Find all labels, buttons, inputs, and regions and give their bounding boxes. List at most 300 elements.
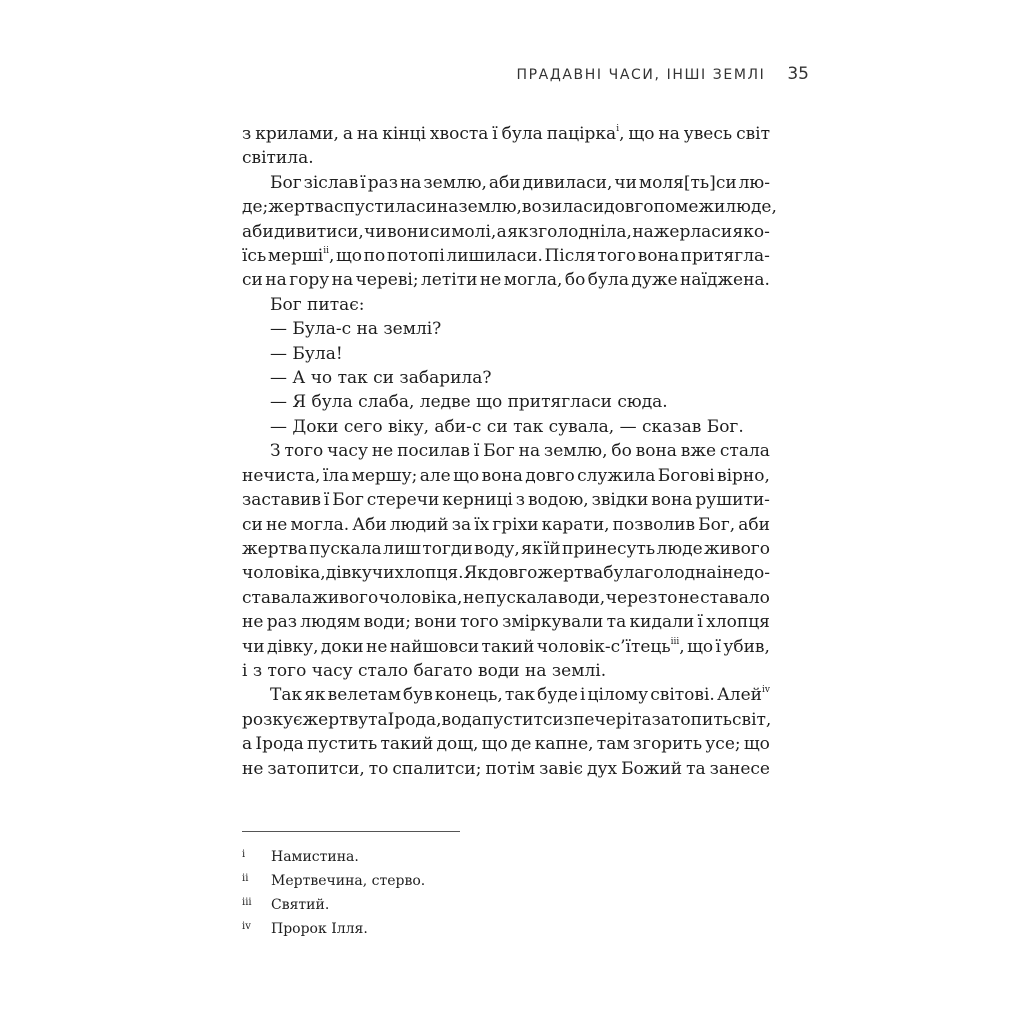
word: позволив	[612, 514, 696, 535]
word: як	[507, 221, 529, 242]
word: найшовси	[389, 636, 480, 657]
word: нечиста,	[242, 465, 321, 486]
text-line	[242, 586, 770, 610]
word: молі,	[451, 221, 497, 242]
running-title: ПРАДАВНІ ЧАСИ, ІНШІ ЗЕМЛІ	[516, 67, 766, 83]
word: пускала	[485, 587, 558, 608]
word: ї	[323, 490, 330, 511]
word: ї	[473, 441, 480, 462]
word: жертва	[268, 197, 334, 218]
word: була	[501, 124, 543, 144]
word: сувала,	[548, 416, 615, 437]
word: там	[596, 734, 630, 755]
word: і	[579, 685, 586, 706]
word: Аби	[352, 514, 387, 535]
word: вона	[481, 465, 523, 486]
word: Була-с	[292, 319, 352, 340]
word: могла,	[503, 270, 563, 291]
word: слаба,	[358, 392, 415, 413]
text-line	[242, 342, 770, 366]
footnote-mark: i	[242, 849, 246, 860]
word: служила	[577, 465, 656, 486]
word: люде,	[725, 197, 777, 218]
word: А	[292, 368, 306, 389]
word: притягла-	[680, 246, 770, 267]
word: сего	[343, 416, 383, 437]
word: си	[429, 221, 451, 242]
footnote-text: Пророк Ілля.	[271, 921, 368, 937]
word: чоловіка,	[378, 587, 463, 608]
word: раз	[266, 612, 297, 633]
word: дивитиси,	[274, 221, 364, 242]
word: конець,	[434, 685, 503, 706]
word: пустить	[307, 734, 378, 755]
word: возиласи	[521, 197, 605, 218]
word: сюда.	[617, 392, 668, 413]
word: так	[337, 368, 368, 389]
word: вже	[680, 441, 717, 462]
text-line	[242, 610, 770, 634]
word: багато	[413, 660, 473, 681]
word: жертва	[537, 563, 604, 584]
word: ї	[697, 612, 703, 633]
word: крилами,	[255, 124, 339, 144]
word: з	[563, 709, 574, 730]
footnote-ref: iii	[670, 636, 680, 647]
word: була	[603, 563, 645, 584]
word: зголодніла,	[528, 221, 632, 242]
word: що	[743, 734, 770, 755]
word: доки	[320, 636, 364, 657]
text-line	[242, 561, 770, 585]
word: летіти	[421, 270, 478, 291]
word: занесе	[709, 758, 770, 779]
word: З	[270, 441, 281, 462]
word: аби	[242, 221, 274, 242]
word: завіє	[539, 758, 584, 779]
word: питає:	[307, 294, 365, 315]
text-line	[242, 195, 777, 219]
word: жертву	[302, 709, 369, 730]
word: сказав	[642, 416, 702, 437]
word: велетам	[327, 685, 401, 706]
word: Ірода,	[387, 709, 442, 730]
word: наїджена.	[680, 270, 770, 291]
word: що	[687, 636, 714, 657]
word: не	[479, 270, 502, 291]
word: не	[463, 587, 485, 608]
footnote	[242, 918, 425, 942]
word: карати,	[541, 514, 610, 535]
word: керниці	[442, 490, 513, 511]
text-line	[242, 708, 770, 732]
word: Ірода	[255, 734, 304, 755]
text-line	[242, 122, 770, 146]
word: а	[496, 221, 507, 242]
word: аби	[488, 172, 521, 193]
word: і	[716, 563, 723, 584]
word: світові.	[650, 685, 715, 706]
word: вода	[441, 709, 482, 730]
word: дівку,	[266, 636, 319, 657]
word: воду,	[474, 538, 520, 559]
word: такий	[380, 734, 434, 755]
word: си	[242, 514, 263, 535]
word: їсь	[242, 246, 267, 267]
word: що	[453, 465, 480, 486]
word: лиш	[383, 538, 421, 559]
word: моля[ть]си	[638, 172, 737, 193]
footnote-rule	[242, 831, 460, 832]
word: зіслав	[303, 172, 359, 193]
word: так	[504, 685, 536, 706]
word: Так	[270, 685, 303, 706]
word: Богові	[657, 465, 715, 486]
word: часу	[327, 441, 368, 462]
word: мерші$^{ii}$,	[267, 246, 335, 267]
word: вірно,	[717, 465, 770, 486]
word: вона	[637, 246, 680, 267]
word: спустиласи	[333, 197, 437, 218]
word: довго	[604, 197, 654, 218]
word: того	[267, 660, 307, 681]
word: ї	[492, 124, 498, 144]
word: води,	[558, 587, 606, 608]
word: світ,	[732, 709, 772, 730]
word: рушити-	[695, 490, 770, 511]
word: пуститси	[481, 709, 564, 730]
word: на	[331, 270, 354, 291]
text-line	[242, 390, 770, 414]
text-line	[242, 659, 770, 683]
word: Була!	[292, 343, 343, 364]
word: чоловік-с’їтець$^{iii}$,	[536, 636, 685, 657]
word: ставала	[242, 587, 312, 608]
text-line	[242, 537, 770, 561]
footnote-mark: iii	[242, 897, 252, 908]
word: посилав	[397, 441, 470, 462]
word: Доки	[292, 416, 339, 437]
word: нажерласи	[632, 221, 733, 242]
word: лю-	[738, 172, 770, 193]
word: чо	[310, 368, 333, 389]
word: —	[270, 368, 287, 389]
word: кінці	[382, 124, 427, 144]
word: вона	[651, 490, 693, 511]
word: хлопця.	[394, 563, 464, 584]
word: чи	[364, 221, 387, 242]
text-line	[242, 513, 770, 537]
word: живого	[312, 587, 379, 608]
word: а	[242, 734, 253, 755]
word: і	[242, 660, 248, 681]
word: був	[403, 685, 433, 706]
word: стало	[358, 660, 409, 681]
word: —	[270, 319, 287, 340]
word: тогди	[422, 538, 473, 559]
word: помежи	[653, 197, 726, 218]
word: за	[451, 514, 472, 535]
word: череві;	[355, 270, 419, 291]
word: на	[356, 319, 378, 340]
footnote-mark: iv	[242, 921, 251, 932]
word: дивиласи,	[522, 172, 613, 193]
text-line	[242, 635, 770, 659]
word: Як	[463, 563, 488, 584]
word: си	[486, 416, 508, 437]
word: —	[270, 416, 287, 437]
word: пацірка$^i$,	[546, 124, 625, 144]
word: не	[242, 612, 264, 633]
word: ставало	[700, 587, 770, 608]
word: гріхи	[492, 514, 539, 535]
word: вона	[635, 441, 677, 462]
word: потім	[485, 758, 536, 779]
word: того	[460, 612, 499, 633]
footnote	[242, 870, 425, 894]
word: була	[587, 270, 629, 291]
word: з	[252, 660, 263, 681]
footnote	[242, 894, 425, 918]
word: як	[304, 685, 326, 706]
word: з	[515, 490, 526, 511]
footnote-text: Святий.	[271, 897, 330, 913]
footnote-ref: iv	[762, 685, 770, 696]
word: бо	[611, 441, 632, 462]
word: могла.	[290, 514, 350, 535]
word: дощ,	[436, 734, 479, 755]
text-line	[242, 683, 770, 707]
word: а	[342, 124, 353, 144]
word: землі?	[383, 319, 442, 340]
word: але	[419, 465, 451, 486]
text-line	[242, 171, 770, 195]
word: згорить	[632, 734, 703, 755]
word: що	[336, 246, 363, 267]
word: по	[363, 246, 386, 267]
word: землю,	[423, 172, 487, 193]
word: їла	[322, 465, 350, 486]
word: —	[270, 343, 287, 364]
word: затопить	[651, 709, 732, 730]
page-number: 35	[787, 64, 809, 84]
word: люде	[656, 538, 703, 559]
text-line	[242, 268, 770, 292]
word: стеречи	[366, 490, 440, 511]
word: так	[513, 416, 544, 437]
word: де;	[242, 197, 269, 218]
word: до-	[743, 563, 770, 584]
text-line	[242, 488, 770, 512]
word: на	[518, 441, 541, 462]
word: що	[628, 124, 655, 144]
word: що	[481, 734, 508, 755]
word: чи	[614, 172, 637, 193]
word: голодна	[644, 563, 717, 584]
word: ледве	[419, 392, 471, 413]
word: чи	[371, 563, 395, 584]
word: цілому	[587, 685, 649, 706]
word: Божий	[621, 758, 683, 779]
word: мершу;	[351, 465, 418, 486]
word: вони	[387, 221, 430, 242]
word: їй	[543, 538, 561, 559]
word: такий	[481, 636, 535, 657]
word: лишиласи.	[446, 246, 543, 267]
word: —	[619, 416, 637, 437]
word: землі.	[551, 660, 607, 681]
word: їх	[474, 514, 490, 535]
footnote-ref: ii	[323, 246, 329, 257]
word: ї	[715, 636, 721, 657]
word: дівку	[325, 563, 372, 584]
text-line	[242, 415, 770, 439]
word: си	[242, 270, 263, 291]
word: на	[265, 270, 287, 291]
word: потопі	[386, 246, 445, 267]
word: чоловіка,	[242, 563, 326, 584]
word: не	[265, 514, 288, 535]
footnote-text: Мертвечина, стерво.	[271, 873, 426, 889]
word: то	[657, 587, 678, 608]
word: та	[606, 612, 627, 633]
text-line	[242, 757, 770, 781]
word: притягласи	[507, 392, 612, 413]
running-head	[517, 64, 810, 84]
word: Бог.	[706, 416, 744, 437]
text-line	[242, 220, 770, 244]
word: часу	[311, 660, 353, 681]
word: не	[365, 636, 388, 657]
word: печері	[573, 709, 633, 730]
word: забарила?	[399, 368, 492, 389]
body-text	[242, 122, 777, 781]
word: де	[510, 734, 532, 755]
word: ї	[360, 172, 366, 193]
word: буде	[537, 685, 578, 706]
word: живого	[704, 538, 770, 559]
word: з	[242, 124, 252, 144]
footnote-text: Намистина.	[271, 849, 359, 865]
word: принесуть	[562, 538, 656, 559]
word: Бог,	[698, 514, 736, 535]
word: си	[373, 368, 395, 389]
footnote-ref: i	[616, 124, 620, 134]
text-line	[242, 244, 770, 268]
word: кидали	[629, 612, 695, 633]
word: хлопця	[706, 612, 770, 633]
word: затопитси,	[267, 758, 365, 779]
word: дуже	[631, 270, 678, 291]
word: на	[658, 124, 680, 144]
word: усе;	[705, 734, 741, 755]
word: не	[242, 758, 264, 779]
text-line	[242, 366, 770, 390]
word: віку,	[387, 416, 430, 437]
word: чи	[242, 636, 265, 657]
word: Я	[292, 392, 307, 413]
word: людям	[300, 612, 361, 633]
word: пускала	[309, 538, 382, 559]
word: людий	[389, 514, 449, 535]
word: та	[632, 709, 652, 730]
word: убив,	[723, 636, 770, 657]
word: —	[270, 392, 287, 413]
word: того	[284, 441, 324, 462]
word: заставив	[242, 490, 321, 511]
word: не	[678, 587, 700, 608]
word: Бог	[270, 172, 302, 193]
word: Після	[544, 246, 596, 267]
word: води;	[363, 612, 411, 633]
word: Бог	[270, 294, 302, 315]
footnote-mark: ii	[242, 873, 249, 884]
text-line	[242, 464, 770, 488]
word: хвоста	[429, 124, 489, 144]
text-line	[242, 317, 770, 341]
word: землю,	[458, 197, 522, 218]
word: була	[311, 392, 353, 413]
word: вони	[414, 612, 457, 633]
word: на	[525, 660, 547, 681]
word: аби-с	[434, 416, 482, 437]
word: довго	[487, 563, 538, 584]
word: та	[368, 709, 388, 730]
word: аби	[738, 514, 770, 535]
word: раз	[367, 172, 398, 193]
word: розкує	[242, 709, 303, 730]
word: що	[476, 392, 503, 413]
word: довго	[525, 465, 575, 486]
word: дух	[587, 758, 618, 779]
word: через	[605, 587, 658, 608]
word: яко-	[732, 221, 770, 242]
word: світ	[736, 124, 770, 144]
word: бо	[564, 270, 586, 291]
text-line	[242, 146, 770, 170]
word: на	[399, 172, 422, 193]
word: Алей$^{iv}$	[716, 685, 770, 706]
word: капне,	[534, 734, 594, 755]
word: та	[686, 758, 706, 779]
word: води	[478, 660, 520, 681]
word: зміркували	[502, 612, 604, 633]
word: не	[722, 563, 744, 584]
word: звідки	[591, 490, 649, 511]
word: світила.	[242, 148, 314, 169]
word: на	[356, 124, 379, 144]
word: Бог	[483, 441, 515, 462]
text-line	[242, 439, 770, 463]
footnotes	[242, 846, 425, 942]
text-line	[242, 732, 770, 756]
word: того	[597, 246, 637, 267]
word: увесь	[683, 124, 733, 144]
word: гору	[289, 270, 330, 291]
text-line	[242, 293, 770, 317]
word: не	[371, 441, 394, 462]
word: стала	[719, 441, 770, 462]
word: як	[521, 538, 543, 559]
footnote	[242, 846, 425, 870]
word: водою,	[527, 490, 589, 511]
word: то	[368, 758, 389, 779]
word: спалитси;	[392, 758, 482, 779]
word: Бог	[332, 490, 364, 511]
word: на	[436, 197, 459, 218]
word: жертва	[242, 538, 308, 559]
word: землю,	[543, 441, 608, 462]
